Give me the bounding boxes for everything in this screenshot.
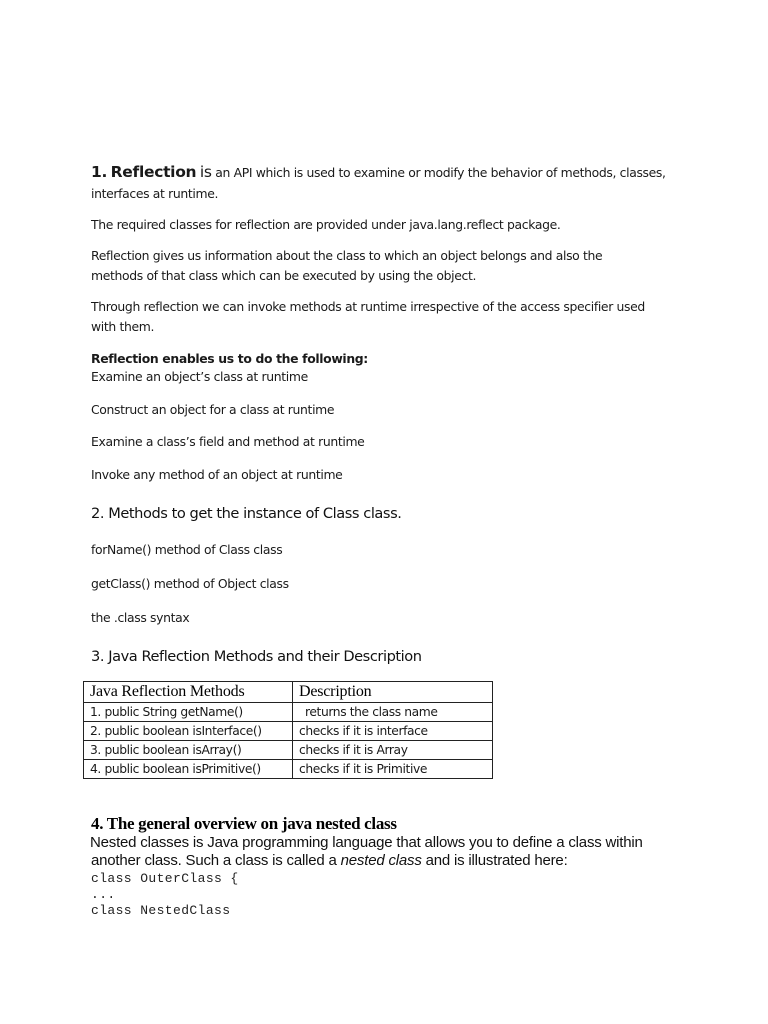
paragraph-reflection-info-line1: Reflection gives us information about the class to which an object belongs and also the <box>91 248 603 263</box>
table-row <box>84 703 493 722</box>
section1-number: 1. <box>91 163 108 181</box>
section4-heading: 4. The general overview on java nested class <box>91 814 397 833</box>
section2-title: Methods to get the instance of Class class. <box>108 505 402 522</box>
section4-para-text-end: and is illustrated here: <box>421 852 568 869</box>
enables-heading: Reflection enables us to do the following: <box>91 351 368 366</box>
table-header-methods: Java Reflection Methods <box>84 682 293 703</box>
code-line-3: class NestedClass <box>91 903 231 918</box>
section4-para-text: another class. Such a class is called a <box>91 852 341 869</box>
table-cell-description: checks if it is Array <box>293 741 493 760</box>
table-cell-method: 1. public String getName() <box>84 703 293 722</box>
table-header-row <box>84 682 493 703</box>
table-row <box>84 722 493 741</box>
section2-item-3: the .class syntax <box>91 610 190 625</box>
table-cell-method: 3. public boolean isArray() <box>84 741 293 760</box>
reflection-methods-table <box>83 681 493 779</box>
section2-number: 2. <box>91 505 105 522</box>
enables-item-2: Construct an object for a class at runtime <box>91 402 335 417</box>
table-header-description: Description <box>293 682 493 703</box>
table-cell-description: returns the class name <box>293 703 493 722</box>
section1-intro-line2: interfaces at runtime. <box>91 186 219 201</box>
section4-para-line2 <box>91 852 568 869</box>
paragraph-invoke-methods-line1: Through reflection we can invoke methods at runtime irrespective of the access specifier used <box>91 299 645 314</box>
enables-item-1: Examine an object’s class at runtime <box>91 369 308 384</box>
enables-item-4: Invoke any method of an object at runtime <box>91 467 343 482</box>
paragraph-reflection-info-line2: methods of that class which can be executed by using the object. <box>91 268 477 283</box>
enables-item-3: Examine a class’s field and method at runtime <box>91 434 365 449</box>
section1-title: Reflection <box>110 163 197 181</box>
table-cell-method: 2. public boolean isInterface() <box>84 722 293 741</box>
code-line-1: class OuterClass { <box>91 871 239 886</box>
table-cell-method: 4. public boolean isPrimitive() <box>84 760 293 779</box>
section1-intro-text: an API which is used to examine or modify the behavior of methods, classes, <box>215 165 666 180</box>
table-row <box>84 760 493 779</box>
table-cell-description: checks if it is Primitive <box>293 760 493 779</box>
paragraph-invoke-methods-line2: with them. <box>91 319 155 334</box>
paragraph-required-classes: The required classes for reflection are provided under java.lang.reflect package. <box>91 217 561 232</box>
table-cell-description: checks if it is interface <box>293 722 493 741</box>
section3-title: Java Reflection Methods and their Description <box>108 648 422 665</box>
section1-intro-line1 <box>91 164 666 181</box>
section2-heading <box>91 506 401 522</box>
section3-number: 3. <box>91 648 105 665</box>
section3-heading <box>91 649 422 665</box>
section2-item-1: forName() method of Class class <box>91 542 283 557</box>
section4-para-line1: Nested classes is Java programming language that allows you to define a class within <box>90 834 643 851</box>
table-row <box>84 741 493 760</box>
section2-item-2: getClass() method of Object class <box>91 576 289 591</box>
nested-class-term: nested class <box>340 852 422 869</box>
section1-lead-word: is <box>199 163 212 181</box>
code-line-2: ... <box>91 887 116 902</box>
